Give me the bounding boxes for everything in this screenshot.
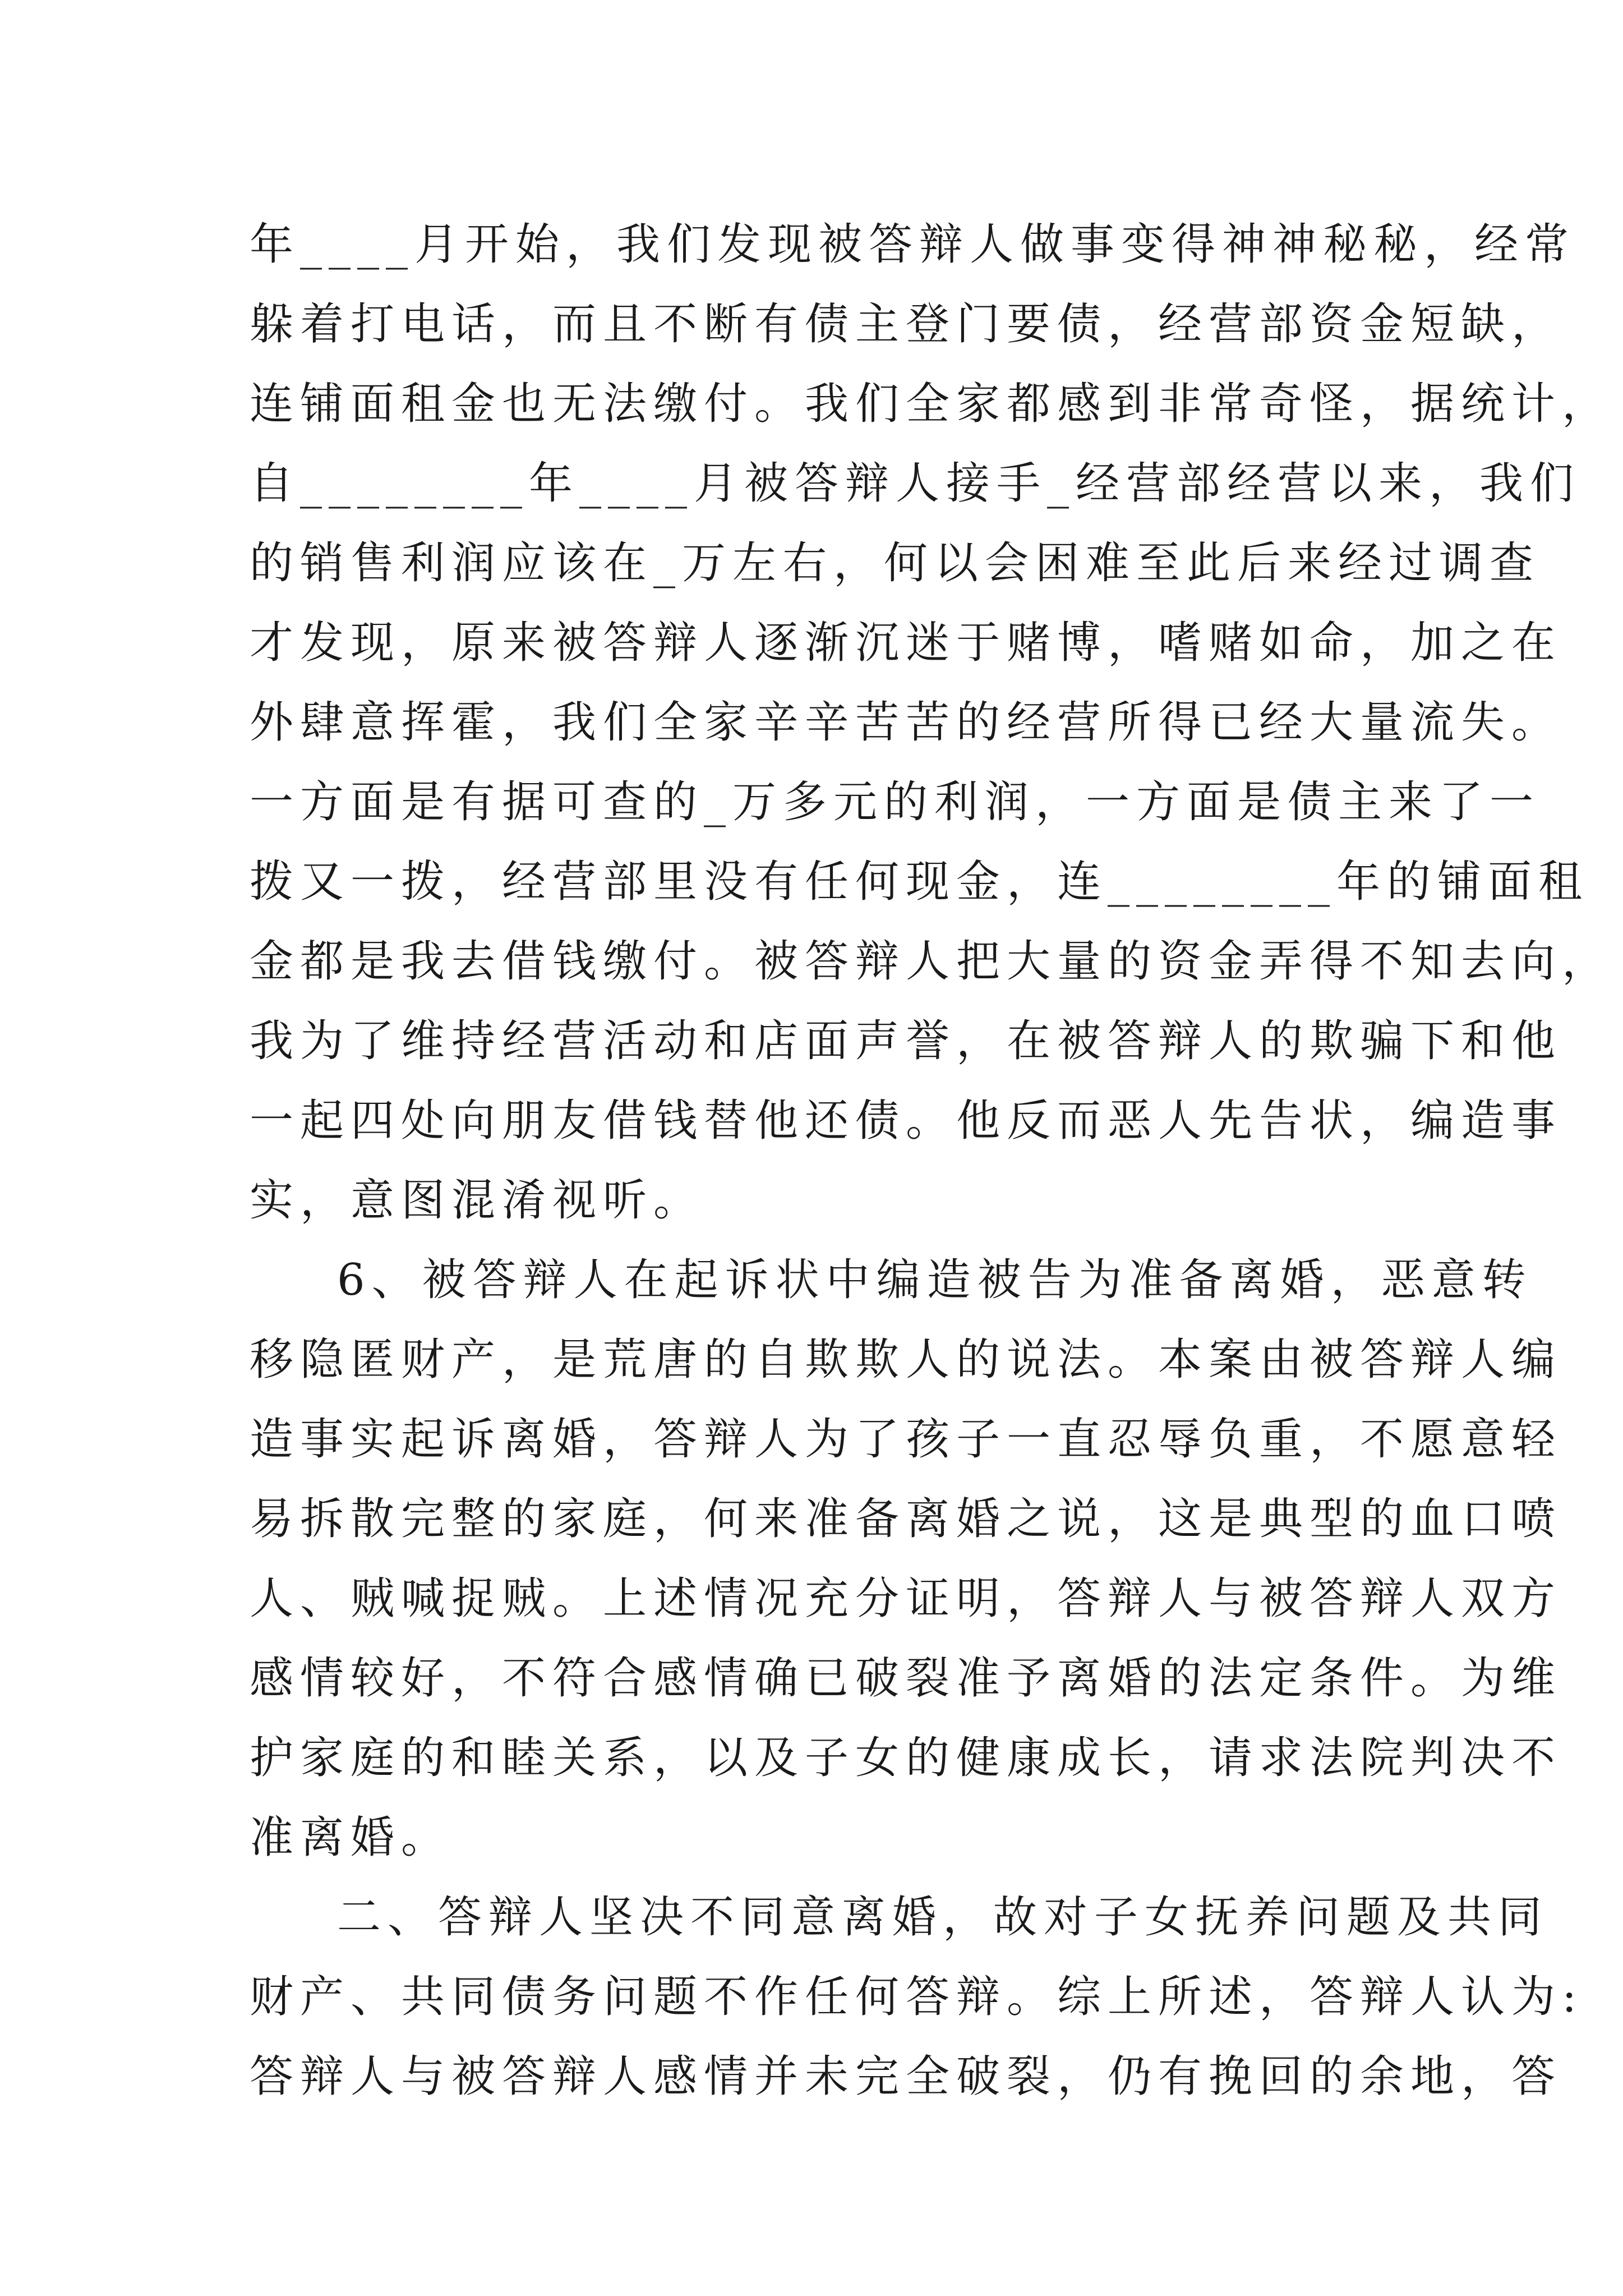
text-line: 外肆意挥霍，我们全家辛辛苦苦的经营所得已经大量流失。 xyxy=(250,697,1562,748)
text-line: 答辩人与被答辩人感情并未完全破裂，仍有挽回的余地，答 xyxy=(250,2051,1562,2102)
text-line: 金都是我去借钱缴付。被答辩人把大量的资金弄得不知去向， xyxy=(250,936,1613,987)
text-line: 年____月开始，我们发现被答辩人做事变得神神秘秘，经常 xyxy=(250,219,1576,270)
text-line: 的销售利润应该在_万左右，何以会困难至此后来经过调查 xyxy=(250,538,1541,588)
paragraph-continuation xyxy=(250,205,1613,1240)
paragraph-section-2 xyxy=(250,1878,1584,2116)
text-line: 实，意图混淆视听。 xyxy=(250,1175,704,1226)
text-line: 我为了维持经营活动和店面声誉，在被答辩人的欺骗下和他 xyxy=(250,1016,1562,1066)
text-line: 财产、共同债务问题不作任何答辩。综上所述，答辩人认为: xyxy=(250,1972,1584,2022)
text-line: 一方面是有据可查的_万多元的利润，一方面是债主来了一 xyxy=(250,777,1541,827)
text-line: 才发现，原来被答辩人逐渐沉迷于赌博，嗜赌如命，加之在 xyxy=(250,618,1562,668)
text-line: 造事实起诉离婚，答辩人为了孩子一直忍辱负重，不愿意轻 xyxy=(250,1414,1562,1465)
text-line: 6、被答辩人在起诉状中编造被告为准备离婚，恶意转 xyxy=(337,1255,1533,1305)
text-line: 二、答辩人坚决不同意离婚，故对子女抚养问题及共同 xyxy=(337,1892,1549,1943)
text-line: 连铺面租金也无法缴付。我们全家都感到非常奇怪，据统计， xyxy=(250,379,1613,429)
text-line: 躲着打电话，而且不断有债主登门要债，经营部资金短缺， xyxy=(250,299,1562,349)
text-line: 易拆散完整的家庭，何来准备离婚之说，这是典型的血口喷 xyxy=(250,1494,1562,1544)
paragraph-point-6 xyxy=(250,1240,1562,1878)
text-line: 自________年____月被答辩人接手_经营部经营以来，我们 xyxy=(250,458,1581,509)
text-line: 感情较好，不符合感情确已破裂准予离婚的法定条件。为维 xyxy=(250,1653,1562,1704)
text-line: 护家庭的和睦关系，以及子女的健康成长，请求法院判决不 xyxy=(250,1733,1562,1783)
text-line: 移隐匿财产，是荒唐的自欺欺人的说法。本案由被答辩人编 xyxy=(250,1335,1562,1385)
text-line: 准离婚。 xyxy=(250,1812,452,1863)
document-body xyxy=(250,205,1613,2116)
text-line: 一起四处向朋友借钱替他还债。他反而恶人先告状，编造事 xyxy=(250,1096,1562,1146)
text-line: 人、贼喊捉贼。上述情况充分证明，答辩人与被答辩人双方 xyxy=(250,1573,1562,1624)
text-line: 拨又一拨，经营部里没有任何现金，连________年的铺面租 xyxy=(250,857,1589,907)
